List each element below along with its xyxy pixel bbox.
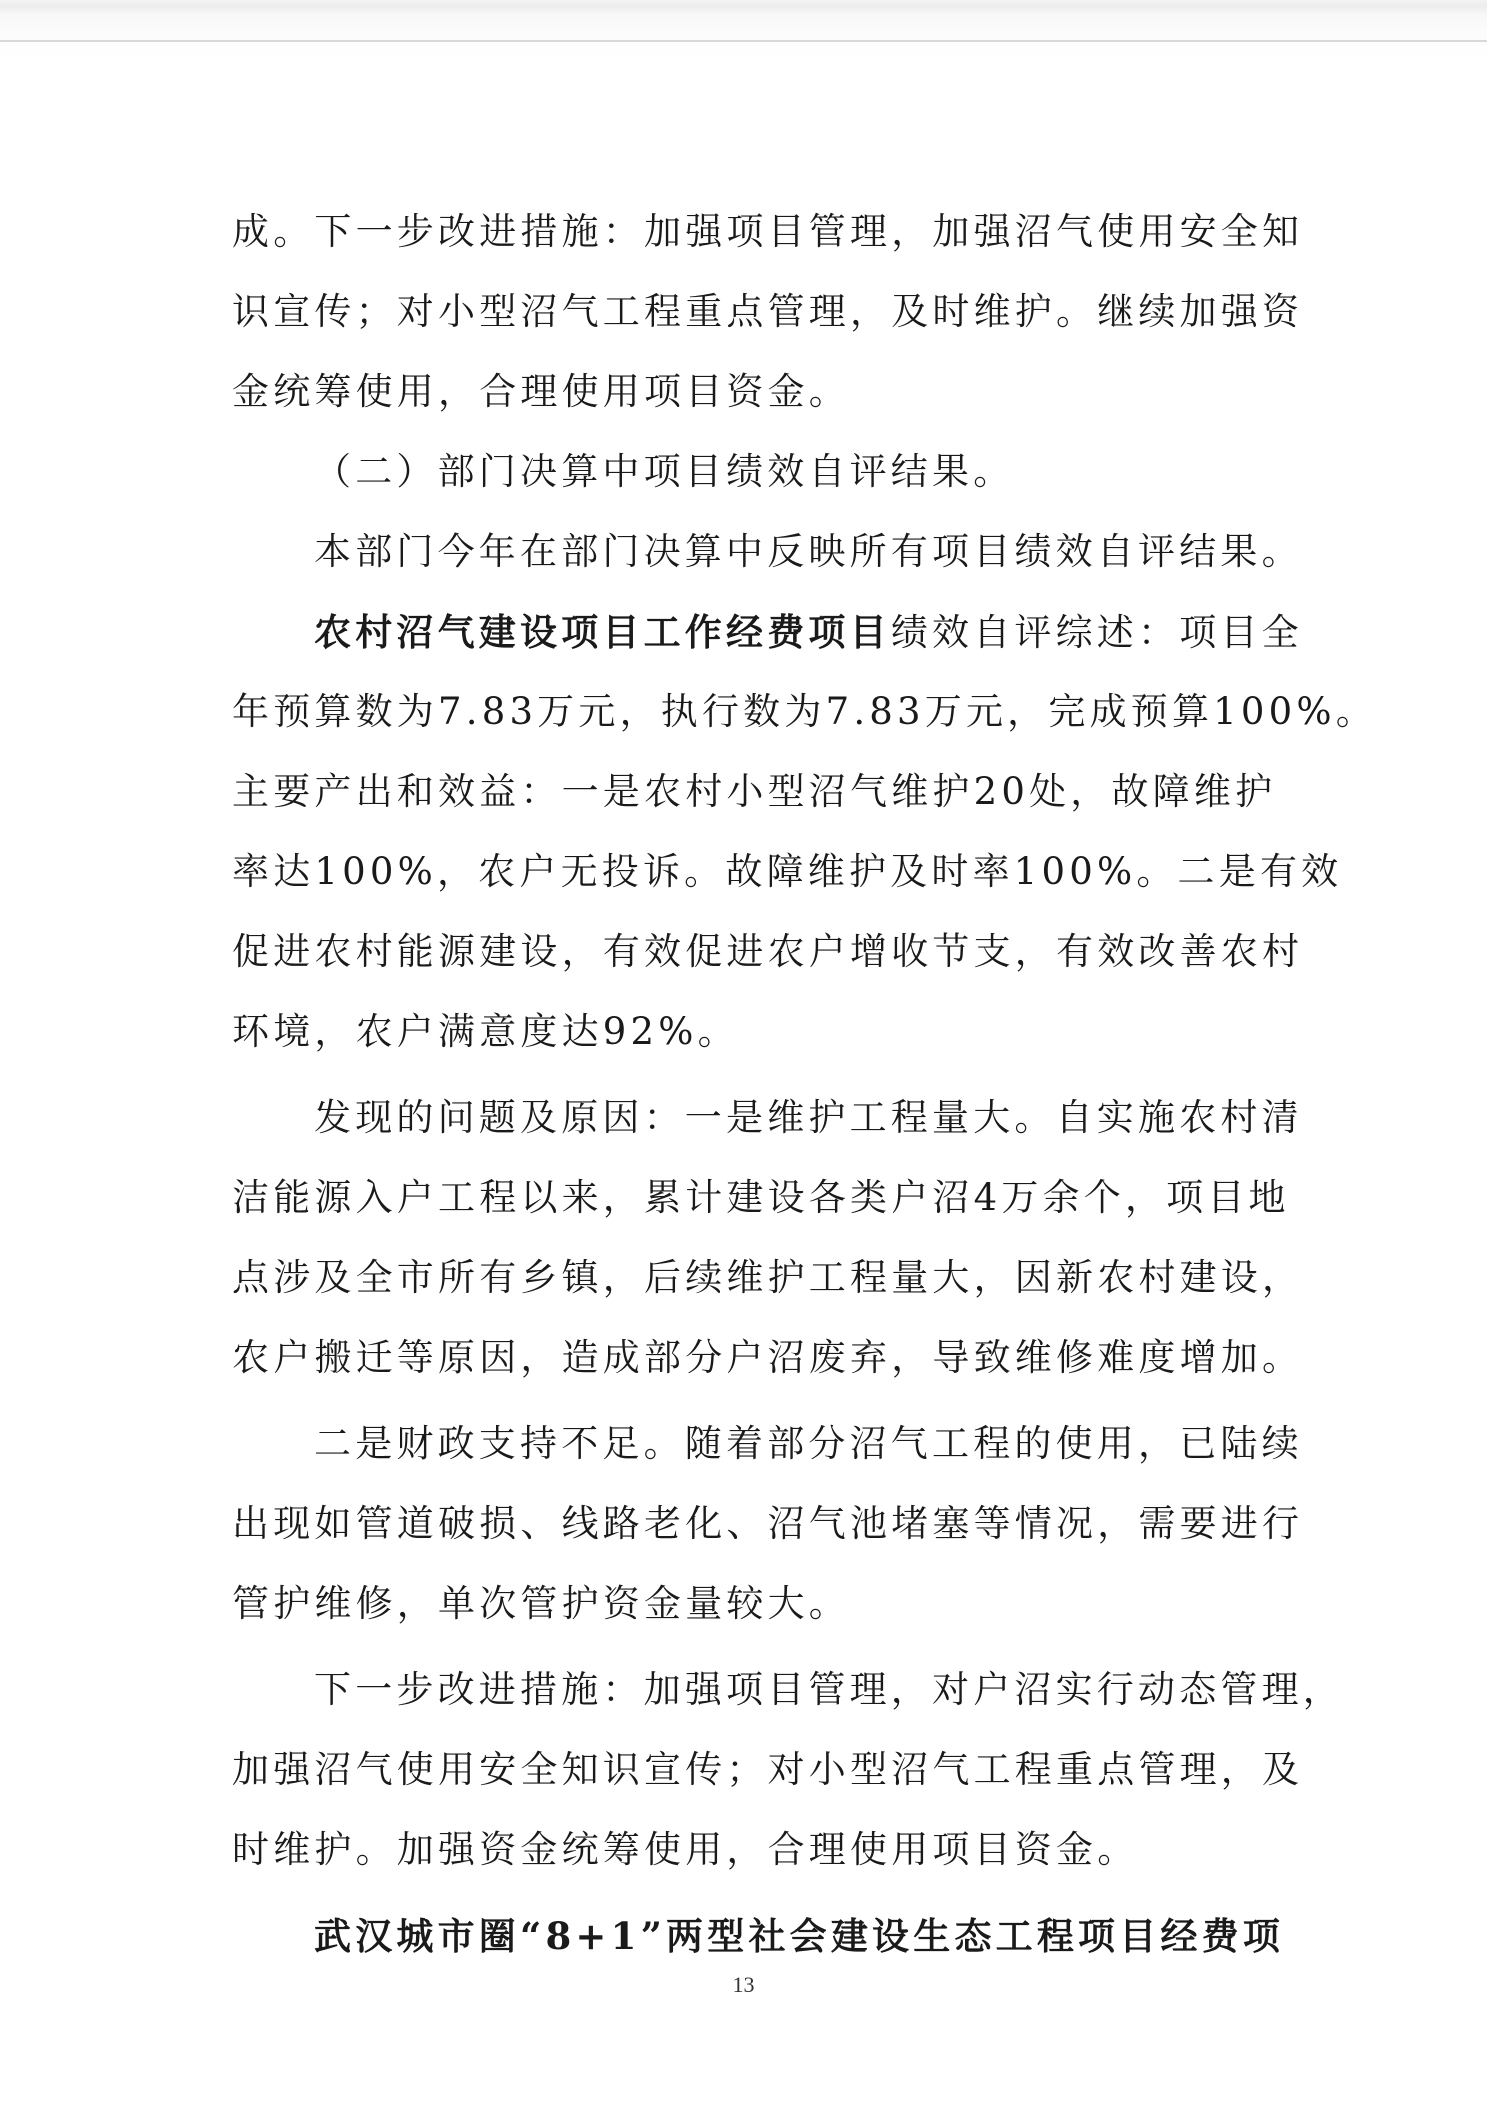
text-line: [232, 1896, 1285, 1976]
text-line: [232, 672, 1377, 752]
line-text: 加强沼气使用安全知识宣传；对小型沼气工程重点管理，及: [232, 1748, 1304, 1791]
text-line: [232, 352, 1272, 432]
scan-top-edge: [0, 0, 1487, 58]
text-line: [232, 1078, 1303, 1158]
text-line: [232, 1318, 1304, 1398]
text-line: [232, 1650, 1344, 1730]
text-line: [232, 512, 1303, 592]
line-text: 成。下一步改进措施：加强项目管理，加强沼气使用安全知: [232, 210, 1304, 253]
line-text: 出现如管道破损、线路老化、沼气池堵塞等情况，需要进行: [232, 1502, 1304, 1545]
text-line: [232, 1484, 1304, 1564]
line-text: 下一步改进措施：加强项目管理，对户沼实行动态管理，: [314, 1668, 1344, 1711]
line-text: 绩效自评综述：项目全: [890, 611, 1303, 654]
project-name: 武汉城市圈“8+1”两型社会建设生态工程项目经费项: [314, 1914, 1285, 1958]
document-body: [232, 192, 1377, 1976]
text-line: [232, 832, 1343, 912]
text-line: [232, 1238, 1304, 1318]
text-line: [232, 912, 1304, 992]
line-text: 管护维修，单次管护资金量较大。: [232, 1582, 850, 1625]
line-text: 促进农村能源建设，有效促进农户增收节支，有效改善农村: [232, 930, 1304, 973]
text-line: [232, 192, 1304, 272]
text-line: [232, 1158, 1290, 1238]
line-text: 发现的问题及原因：一是维护工程量大。自实施农村清: [314, 1096, 1303, 1139]
page-number: 13: [732, 1972, 755, 1997]
project-name: 农村沼气建设项目工作经费项目: [314, 610, 891, 654]
line-text: 农户搬迁等原因，造成部分户沼废弃，导致维修难度增加。: [232, 1336, 1304, 1379]
section-heading: [232, 432, 1272, 512]
text-line: [232, 1810, 1272, 1890]
line-text: 洁能源入户工程以来，累计建设各类户沼4万余个，项目地: [232, 1176, 1290, 1219]
text-line: [232, 752, 1277, 832]
line-text: 识宣传；对小型沼气工程重点管理，及时维护。继续加强资: [232, 290, 1304, 333]
line-text: 主要产出和效益：一是农村小型沼气维护20处，故障维护: [232, 770, 1277, 813]
line-text: 环境，农户满意度达92%。: [232, 1010, 739, 1053]
line-text: 金统筹使用，合理使用项目资金。: [232, 370, 850, 413]
line-text: 时维护。加强资金统筹使用，合理使用项目资金。: [232, 1828, 1139, 1871]
text-line: [232, 1730, 1304, 1810]
text-line: [232, 592, 1303, 672]
line-text: 率达100%，农户无投诉。故障维护及时率100%。二是有效: [232, 850, 1343, 893]
line-text: 年预算数为7.83万元，执行数为7.83万元，完成预算100%。: [232, 690, 1377, 733]
line-text: （二）部门决算中项目绩效自评结果。: [314, 450, 1015, 493]
text-line: [232, 272, 1304, 352]
text-line: [232, 1404, 1303, 1484]
text-line: [232, 1564, 1272, 1644]
line-text: 点涉及全市所有乡镇，后续维护工程量大，因新农村建设，: [232, 1256, 1304, 1299]
scan-edge-line: [0, 40, 1487, 42]
text-line: [232, 992, 1272, 1072]
line-text: 本部门今年在部门决算中反映所有项目绩效自评结果。: [314, 530, 1303, 573]
line-text: 二是财政支持不足。随着部分沼气工程的使用，已陆续: [314, 1422, 1303, 1465]
